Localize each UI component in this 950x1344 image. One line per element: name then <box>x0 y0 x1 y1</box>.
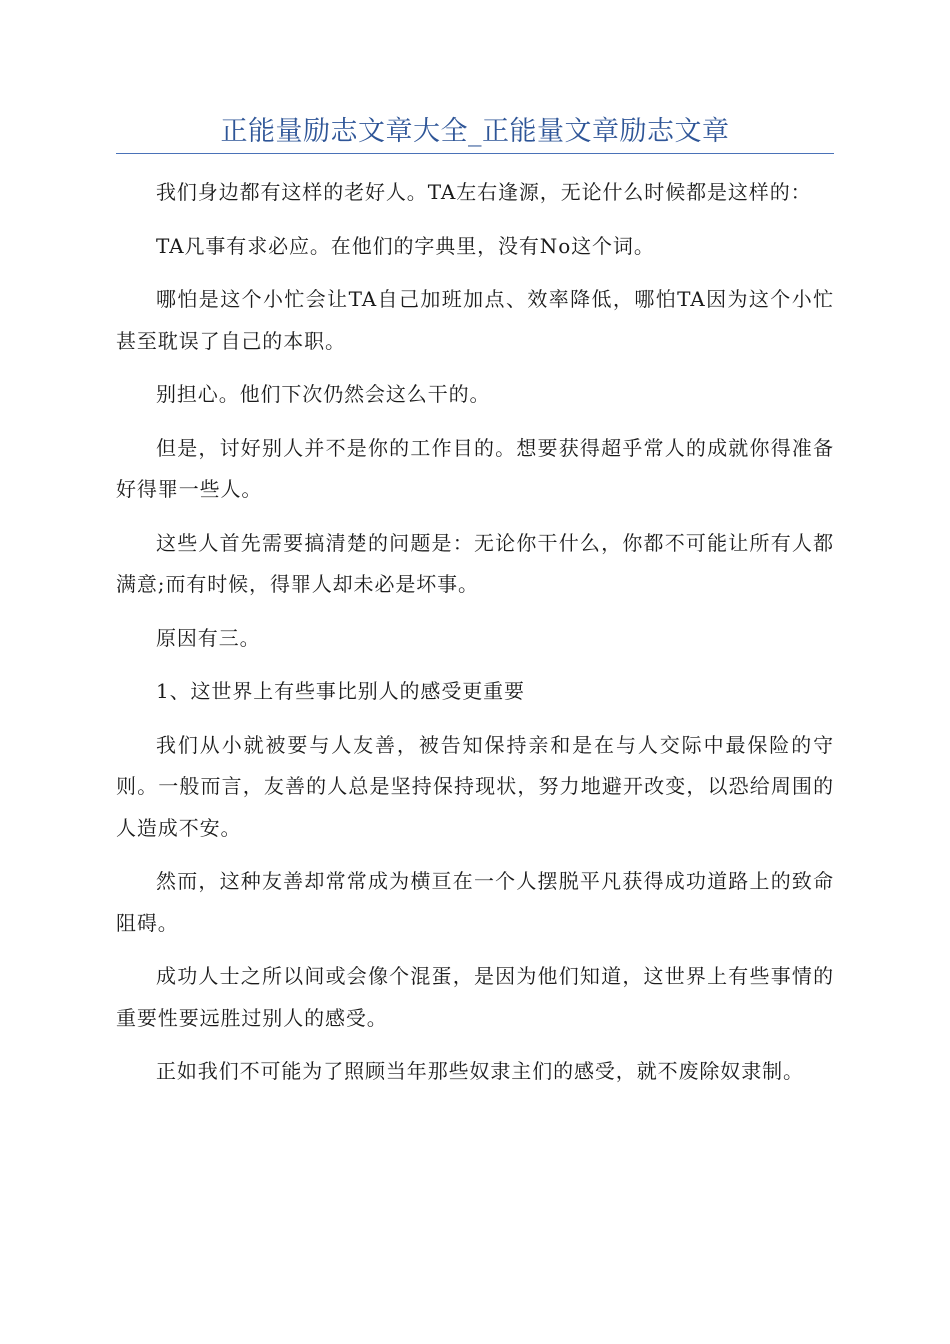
paragraph: 成功人士之所以间或会像个混蛋，是因为他们知道，这世界上有些事情的重要性要远胜过别人的感受。 <box>116 964 834 1030</box>
paragraph: TA凡事有求必应。在他们的字典里，没有No这个词。 <box>156 233 655 258</box>
paragraph: 这些人首先需要搞清楚的问题是：无论你干什么，你都不可能让所有人都满意;而有时候，得罪人却未必是坏事。 <box>116 530 834 596</box>
paragraph: 我们从小就被要与人友善，被告知保持亲和是在与人交际中最保险的守则。一般而言，友善的人总是坚持保持现状，努力地避开改变，以恐给周围的人造成不安。 <box>116 732 834 840</box>
paragraph: 原因有三。 <box>156 625 261 650</box>
paragraph: 正如我们不可能为了照顾当年那些奴隶主们的感受，就不废除奴隶制。 <box>156 1059 804 1083</box>
document-body <box>116 172 834 1105</box>
paragraph: 哪怕是这个小忙会让TA自己加班加点、效率降低，哪怕TA因为这个小忙甚至耽误了自己的本职。 <box>116 287 834 353</box>
document-title: 正能量励志文章大全_正能量文章励志文章 <box>220 116 730 147</box>
paragraph: 我们身边都有这样的老好人。TA左右逢源，无论什么时候都是这样的： <box>156 180 812 204</box>
section-heading: 1、这世界上有些事比别人的感受更重要 <box>156 679 525 703</box>
paragraph: 别担心。他们下次仍然会这么干的。 <box>156 382 491 406</box>
paragraph: 然而，这种友善却常常成为横亘在一个人摆脱平凡获得成功道路上的致命阻碍。 <box>116 869 834 935</box>
title-underline <box>116 153 834 154</box>
paragraph: 但是，讨好别人并不是你的工作目的。想要获得超乎常人的成就你得准备好得罪一些人。 <box>116 435 834 501</box>
